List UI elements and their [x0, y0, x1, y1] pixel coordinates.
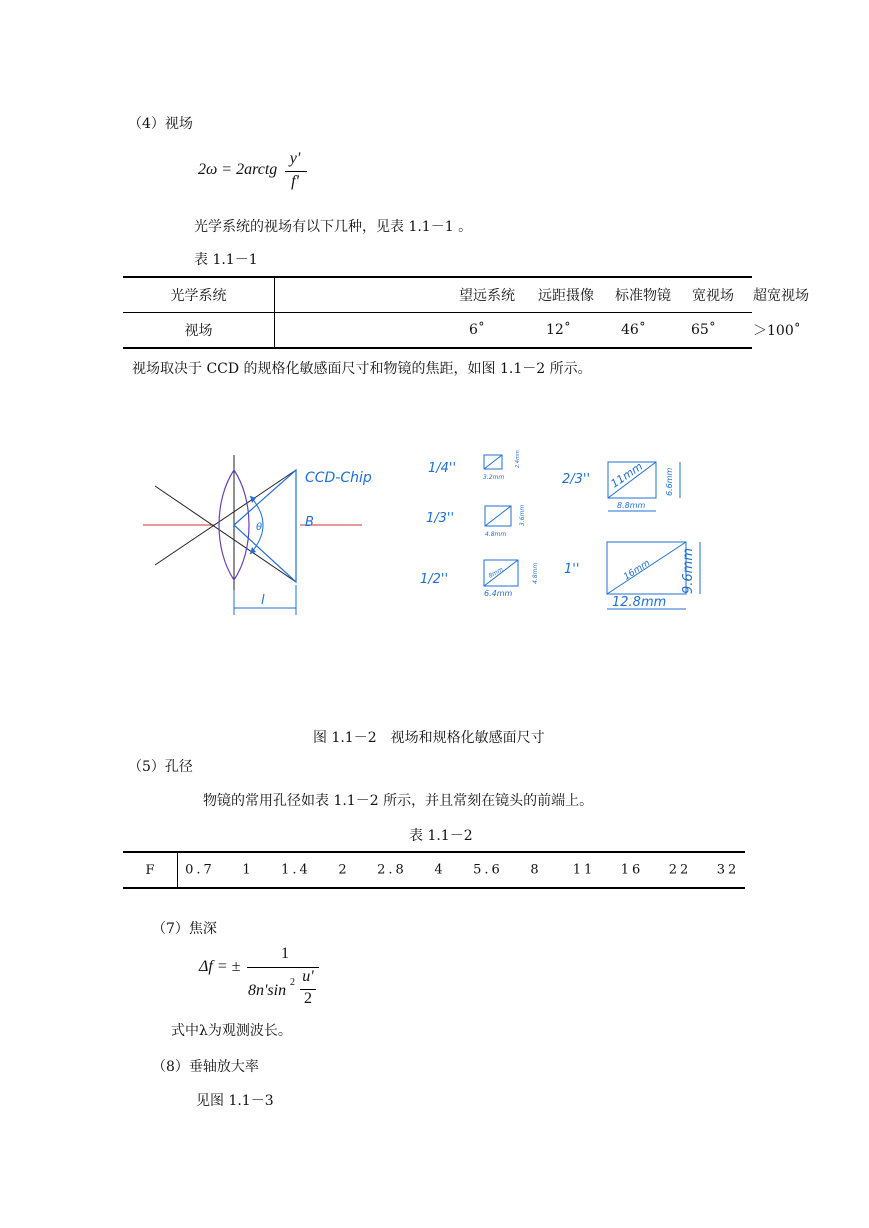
- table-cell-label: 视场: [123, 313, 275, 349]
- type-long-range: 远距摄像: [538, 288, 594, 304]
- f-value: 1.4: [281, 862, 311, 878]
- sensor-2-3-height: 6.6mm: [665, 467, 674, 496]
- sensor-1-inch-height: 9.6mm: [681, 547, 696, 594]
- sensor-1-inch-width: 12.8mm: [612, 595, 667, 610]
- figure-caption: 图 1.1－2 视场和规格化敏感面尺寸: [313, 730, 545, 746]
- fov-formula-denominator: f': [291, 173, 299, 190]
- angle-wide: 65˚: [691, 322, 716, 338]
- type-telescope: 望远系统: [459, 288, 515, 304]
- dof-formula-inner-numerator: u': [302, 968, 314, 985]
- f-value: 4: [434, 862, 446, 878]
- table1-caption: 表 1.1－1: [194, 252, 258, 268]
- f-value: 1: [242, 862, 254, 878]
- type-standard: 标准物镜: [615, 288, 671, 304]
- l-label: l: [261, 593, 265, 608]
- type-wide: 宽视场: [692, 288, 734, 304]
- f-value: 0.7: [185, 862, 215, 878]
- ray-upper: [155, 486, 296, 582]
- sensor-1-4-width: 3.2mm: [483, 474, 505, 481]
- table-cell-label: 光学系统: [123, 277, 275, 313]
- sensor-1-4-diag: [484, 455, 502, 469]
- dof-formula-sup: 2: [290, 977, 295, 988]
- b-label: B: [305, 515, 314, 530]
- sensor-1-3-height: 3.6mm: [519, 504, 526, 526]
- sensor-2-3-diagonal: 11mm: [608, 459, 646, 491]
- sensor-1-3-width: 4.8mm: [485, 531, 507, 538]
- fov-formula-lhs: 2ω = 2arctg: [198, 161, 278, 178]
- section-5-heading: （5）孔径: [128, 759, 193, 775]
- angle-standard: 46˚: [621, 322, 646, 338]
- format-label-1: 1'': [564, 562, 580, 577]
- sensor-1-3-diag: [485, 506, 511, 526]
- dof-formula-numerator: 1: [281, 945, 289, 962]
- sensor-1-2-height: 4.8mm: [532, 562, 539, 584]
- paragraph-see-figure: 见图 1.1－3: [196, 1093, 274, 1109]
- table2-caption: 表 1.1－2: [409, 828, 473, 844]
- ccd-cone: [234, 470, 296, 582]
- f-value: 8: [530, 862, 542, 878]
- f-value: 32: [716, 862, 740, 878]
- format-label-1-2: 1/2'': [420, 572, 449, 587]
- section-4-heading: （4）视场: [128, 116, 193, 132]
- dof-formula-inner-denominator: 2: [304, 990, 312, 1007]
- type-ultra-wide: 超宽视场: [753, 288, 809, 304]
- section-8-heading: （8）垂轴放大率: [152, 1059, 259, 1075]
- section-7-heading: （7）焦深: [152, 921, 217, 937]
- aperture-table: [123, 851, 745, 889]
- f-value: 22: [668, 862, 692, 878]
- paragraph-lambda: 式中λ为观测波长。: [171, 1023, 292, 1039]
- f-value: 16: [620, 862, 644, 878]
- sensor-1-inch-diagonal: 16mm: [622, 558, 652, 583]
- f-value: 11: [572, 862, 596, 878]
- table-cell-values: [178, 852, 746, 888]
- sensor-2-3-width: 8.8mm: [617, 501, 646, 510]
- angle-ultra-wide: ＞100˚: [753, 323, 801, 339]
- sensor-1-2-width: 6.4mm: [484, 589, 513, 598]
- sensor-1-4-height: 2.4mm: [515, 450, 521, 468]
- format-label-1-3: 1/3'': [426, 511, 455, 526]
- dof-formula-denominator: 8n'sin: [248, 982, 287, 999]
- angle-telescope: 6˚: [469, 322, 485, 338]
- theta-label: θ: [256, 522, 263, 533]
- format-label-1-4: 1/4'': [428, 461, 457, 476]
- ray-lower: [155, 470, 296, 565]
- table-cell-label: F: [123, 852, 178, 888]
- f-value: 2: [338, 862, 350, 878]
- paragraph-fov-types: 光学系统的视场有以下几种，见表 1.1－1 。: [194, 219, 473, 235]
- table-row: [123, 852, 745, 888]
- paragraph-aperture: 物镜的常用孔径如表 1.1－2 所示，并且常刻在镜头的前端上。: [203, 793, 594, 809]
- f-value: 2.8: [377, 862, 407, 878]
- angle-long-range: 12˚: [546, 322, 571, 338]
- fov-formula-numerator: y': [289, 150, 301, 167]
- f-value: 5.6: [473, 862, 503, 878]
- dof-formula-lhs: Δf = ±: [199, 958, 241, 975]
- ccd-chip-label: CCD-Chip: [305, 470, 372, 486]
- sensor-1-2-diagonal: 8mm: [487, 565, 505, 580]
- format-label-2-3: 2/3'': [562, 472, 591, 487]
- paragraph-ccd: 视场取决于 CCD 的规格化敏感面尺寸和物镜的焦距，如图 1.1－2 所示。: [132, 361, 592, 377]
